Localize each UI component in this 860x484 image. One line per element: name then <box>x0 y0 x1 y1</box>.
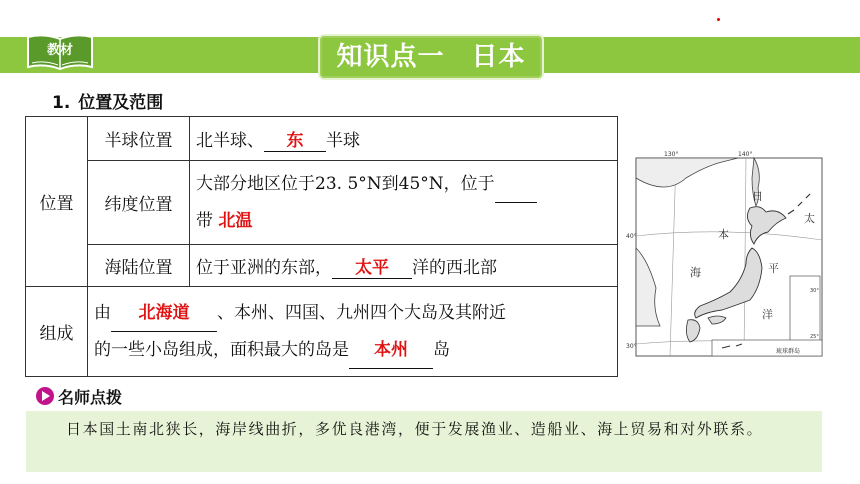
inset-ryukyu <box>712 340 822 356</box>
map-label-ping: 平 <box>768 262 779 275</box>
map-label-ben: 本 <box>718 228 729 241</box>
row-content-sea-land <box>190 245 618 287</box>
location-table <box>25 116 618 377</box>
tip-heading <box>36 385 122 407</box>
page-title: 知识点一 日本 <box>336 42 526 72</box>
japan-map <box>626 148 826 360</box>
latitude-text-2: 带 <box>196 211 213 231</box>
group-composition: 组成 <box>26 287 88 377</box>
text-suffix: 、本州、四国、九州四个大岛及其附近 <box>217 302 506 323</box>
lon-label-130: 130° <box>664 151 679 158</box>
text-suffix: 半球 <box>326 130 360 151</box>
text-prefix: 北半球、 <box>196 130 264 151</box>
blank-line <box>495 166 537 203</box>
row-label-sea-land: 海陆位置 <box>88 245 190 287</box>
lon-label-140: 140° <box>738 151 753 158</box>
map-label-ri: 日 <box>752 190 763 203</box>
table-row <box>26 245 618 287</box>
row-label-hemisphere: 半球位置 <box>88 117 190 161</box>
row-content-composition <box>88 287 618 377</box>
answer-ocean: 太平 <box>332 253 412 279</box>
page-title-box <box>318 34 544 80</box>
lat-label-40: 40° <box>626 233 637 240</box>
map-label-hai: 海 <box>690 266 701 279</box>
answer-latitude: 北温 <box>218 211 253 231</box>
tip-text: 日本国土南北狭长，海岸线曲折，多优良港湾，便于发展渔业、造船业、海上贸易和对外联系。 <box>66 420 764 438</box>
inset-label: 琉球群岛 <box>776 348 801 355</box>
map-label-tai: 太 <box>804 212 815 225</box>
section-number: 1. <box>52 93 71 113</box>
table-row <box>26 287 618 377</box>
badge-label: 教材 <box>46 43 73 58</box>
inset-lat-30: 30° <box>810 288 819 294</box>
latitude-text: 大部分地区位于23. 5°N到45°N，位于 <box>196 174 495 194</box>
tip-box <box>26 411 822 472</box>
answer-island-2: 本州 <box>349 332 433 369</box>
text-suffix: 洋的西北部 <box>412 257 497 278</box>
section-title: 位置及范围 <box>78 93 164 113</box>
table-row <box>26 117 618 161</box>
text-prefix: 的一些小岛组成，面积最大的岛是 <box>94 339 349 360</box>
map-label-yang: 洋 <box>762 308 773 321</box>
lat-label-30: 30° <box>626 343 637 350</box>
row-label-latitude: 纬度位置 <box>88 161 190 245</box>
inset-lat-25: 25° <box>810 334 819 340</box>
group-position: 位置 <box>26 117 88 287</box>
text-suffix: 岛 <box>433 339 450 360</box>
answer-hemisphere: 东 <box>264 126 326 152</box>
row-content-latitude <box>190 161 618 245</box>
table-row <box>26 161 618 245</box>
text-prefix: 位于亚洲的东部， <box>196 257 332 278</box>
row-content-hemisphere <box>190 117 618 161</box>
play-icon <box>36 387 54 405</box>
answer-island-1: 北海道 <box>111 295 217 332</box>
red-dot <box>717 18 720 21</box>
tip-title: 名师点拨 <box>58 387 123 407</box>
textbook-badge <box>24 33 96 73</box>
section-heading <box>52 88 163 113</box>
text-prefix: 由 <box>94 302 111 323</box>
